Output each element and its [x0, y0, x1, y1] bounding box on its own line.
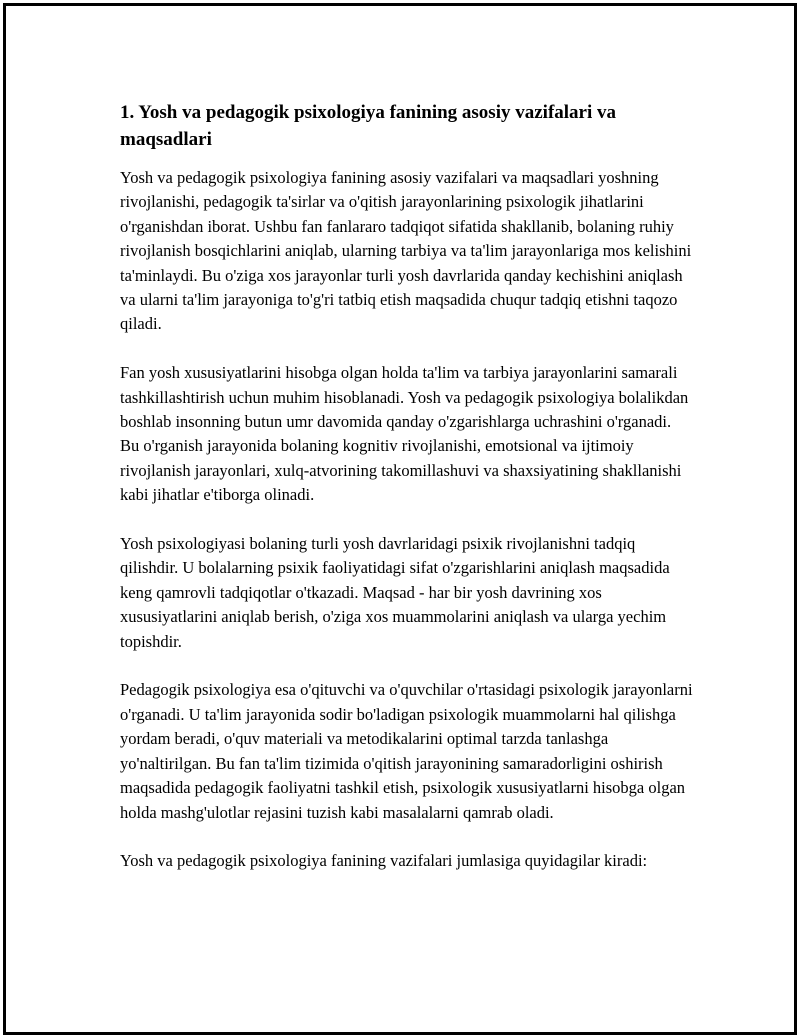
paragraph-1: Yosh va pedagogik psixologiya fanining asosiy vazifalari va maqsadlari yoshning rivojlanishi, pedagogik ta'sirlar va o'qitish jarayonlarining psixologik jihatlarini o'rganishdan iborat. Ushbu fan fanlararo tadqiqot sifatida shakllanib, bolaning ruhiy rivojlanish bosqichlarini aniqlab, ularning tarbiya va ta'lim jarayonlariga mos kelishini ta'minlaydi. Bu o'ziga xos jarayonlar turli yosh davrlarida qanday kechishini aniqlash va ularni ta'lim jarayoniga to'g'ri tatbiq etish maqsadida chuqur tadqiq etishni taqozo qiladi.: [120, 168, 692, 334]
paragraph-3: Yosh psixologiyasi bolaning turli yosh davrlaridagi psixik rivojlanishni tadqiq qilishdir. U bolalarning psixik faoliyatidagi sifat o'zgarishlarini aniqlash maqsadida keng qamrovli tadqiqotlar o'tkazadi. Maqsad - har bir yosh davrining xos xususiyatlarini aniqlab berish, o'ziga xos muammolarini aniqlash va ularga yechim topishdir.: [120, 534, 670, 651]
paragraph-5: Yosh va pedagogik psixologiya fanining vazifalari jumlasiga quyidagilar kiradi:: [120, 851, 648, 871]
page-frame: [3, 3, 797, 1035]
document-body: [120, 99, 694, 898]
document-title: 1. Yosh va pedagogik psixologiya fanining asosiy vazifalari va maqsadlari: [120, 102, 617, 150]
paragraph-2: Fan yosh xususiyatlarini hisobga olgan holda ta'lim va tarbiya jarayonlarini samarali tashkillashtirish uchun muhim hisoblanadi. Yosh va pedagogik psixologiya bolalikdan boshlab insonning butun umr davomida qanday o'zgarishlarga uchrashini o'rganadi. Bu o'rganish jarayonida bolaning kognitiv rivojlanishi, emotsional va ijtimoiy rivojlanish jarayonlari, xulq-atvorining takomillashuvi va shaxsiyatining shakllanishi kabi jihatlar e'tiborga olinadi.: [120, 363, 689, 505]
paragraph-4: Pedagogik psixologiya esa o'qituvchi va o'quvchilar o'rtasidagi psixologik jarayonlarni o'rganadi. U ta'lim jarayonida sodir bo'ladigan psixologik muammolarni hal qilishga yordam beradi, o'quv materiali va metodikalarini optimal tarzda tanlashga yo'naltirilgan. Bu fan ta'lim tizimida o'qitish jarayonining samaradorligini oshirish maqsadida pedagogik faoliyatni tashkil etish, psixologik xususiyatlarni hisobga olgan holda mashg'ulotlar rejasini tuzish kabi masalalarni qamrab oladi.: [120, 680, 693, 822]
